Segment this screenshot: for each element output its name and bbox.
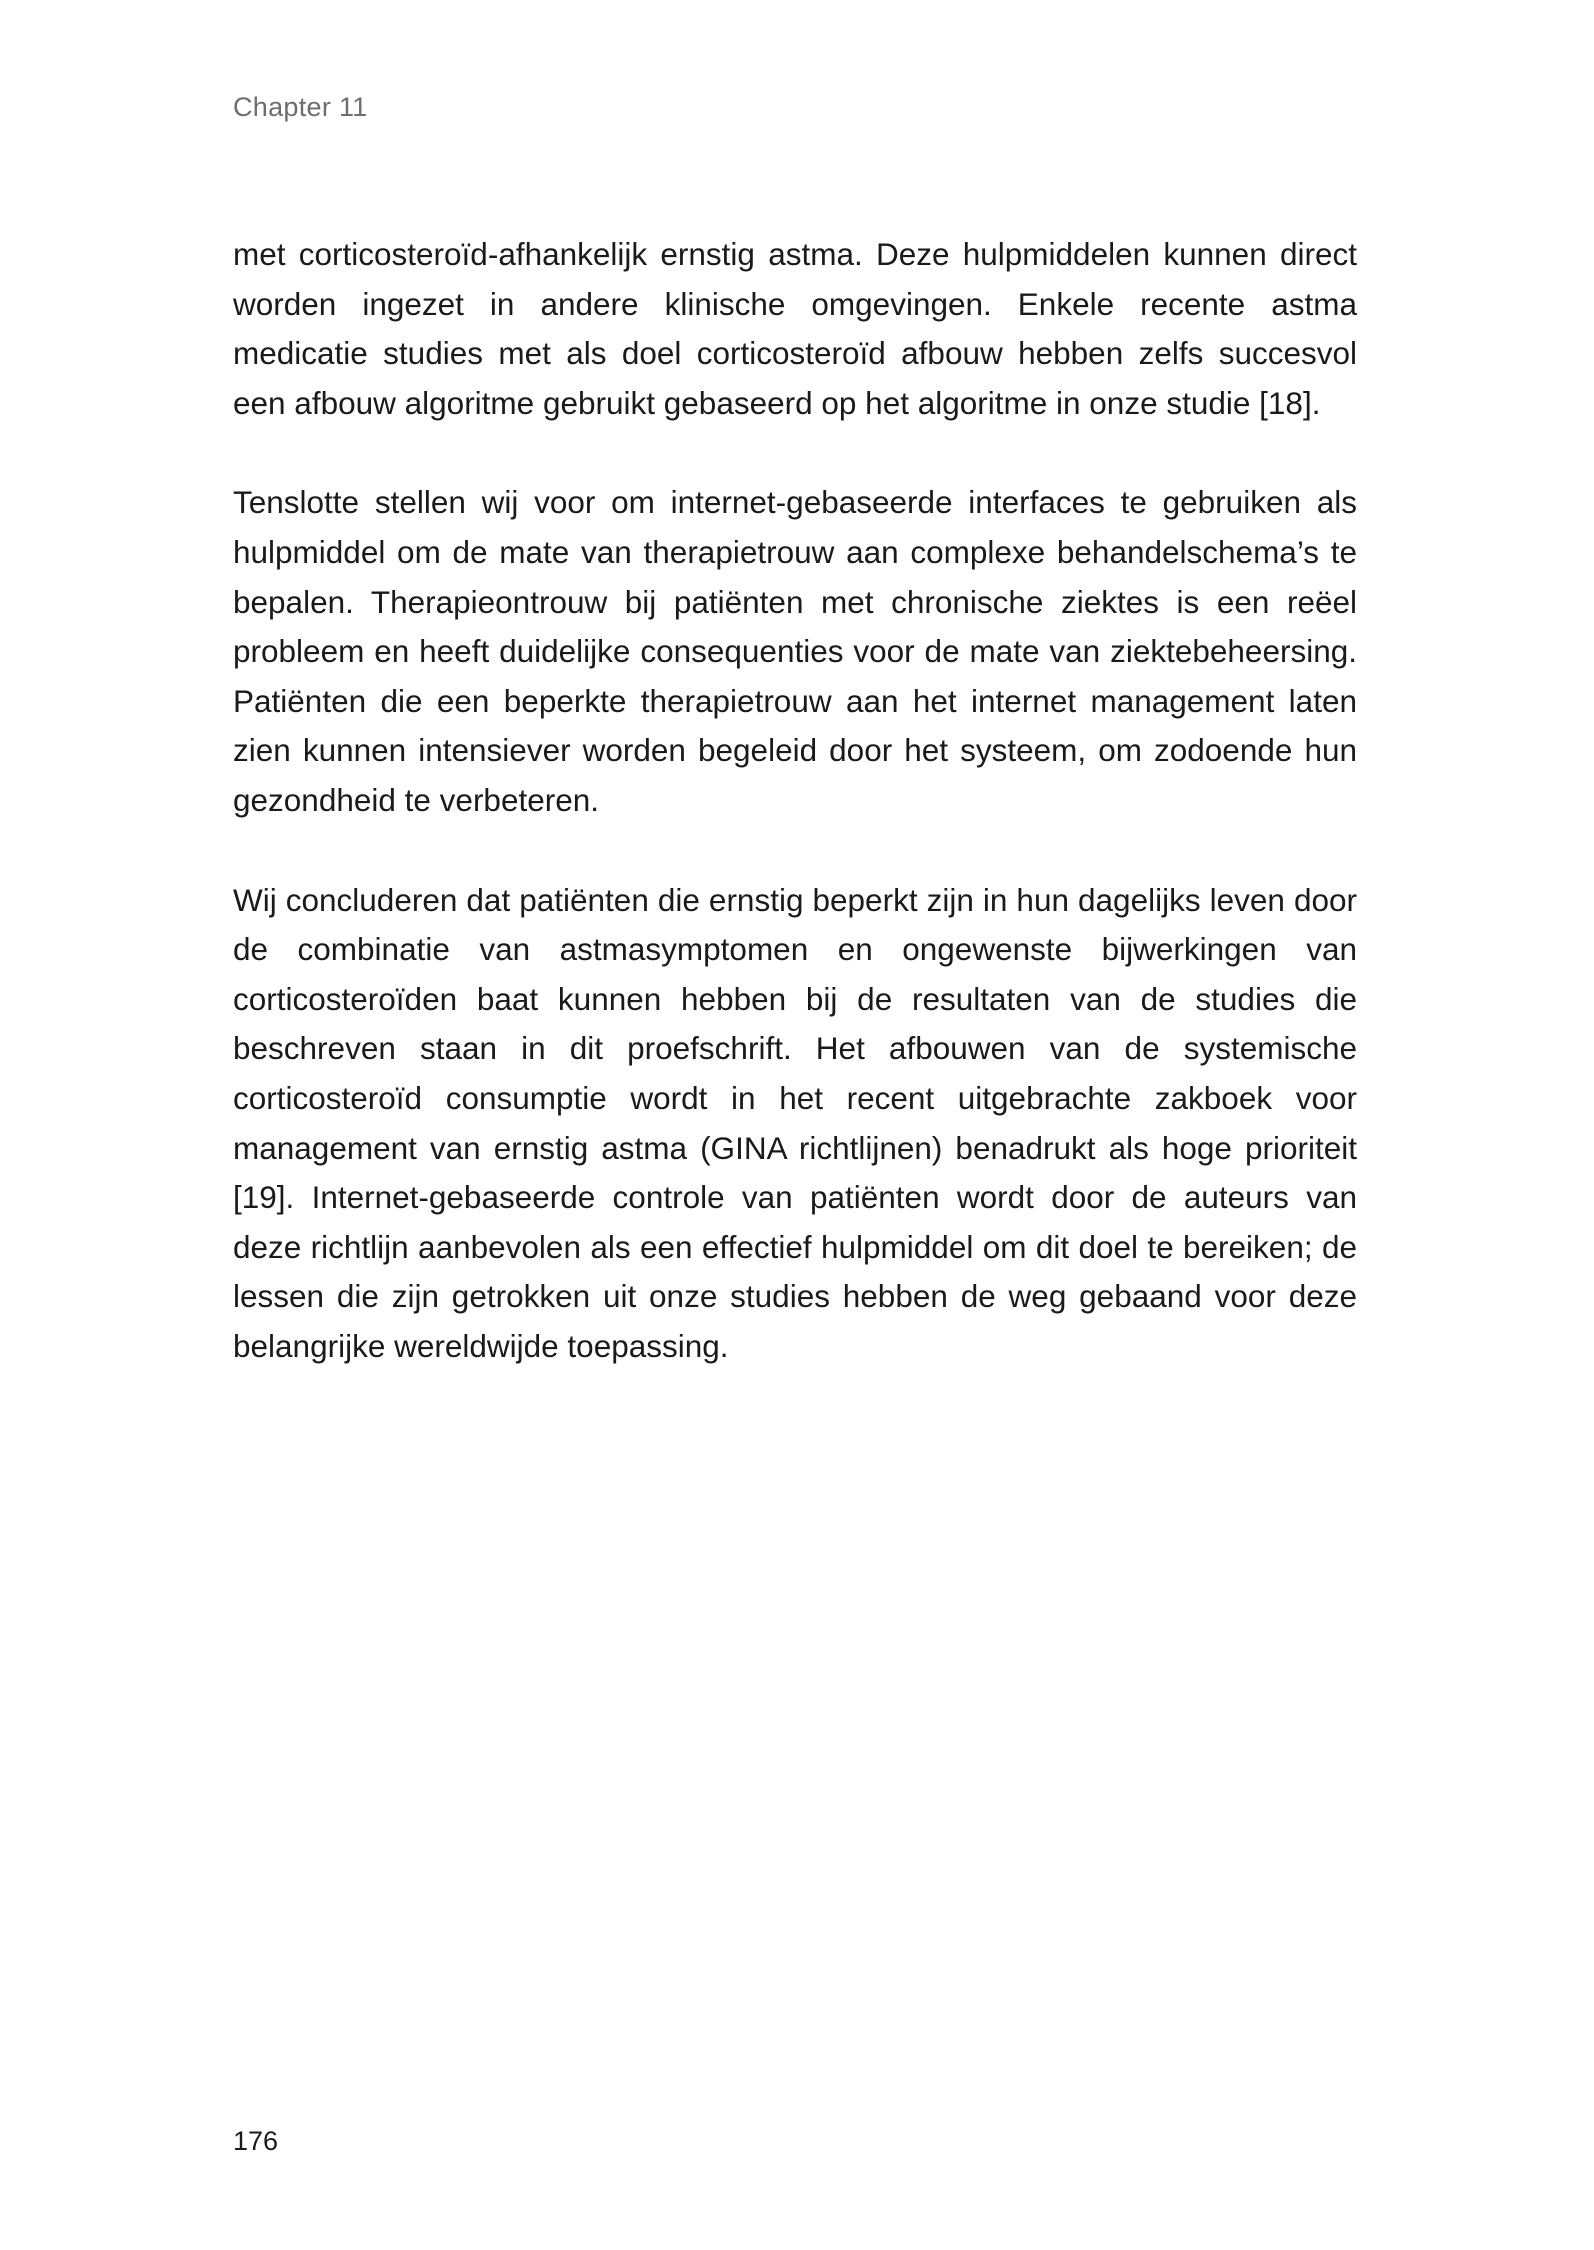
paragraph: met corticosteroïd-afhankelijk ernstig astma. Deze hulpmiddelen kunnen direct worden ingezet in andere klinische omgevingen. Enkele recente astma medicatie studies met als doel corticosteroïd afbouw hebben zelfs succesvol een afbouw algoritme gebruikt gebaseerd op het algoritme in onze studie [18]. [233, 236, 1357, 421]
body-text [233, 230, 1357, 1421]
paragraph: Tenslotte stellen wij voor om internet-gebaseerde interfaces te gebruiken als hulpmiddel om de mate van therapietrouw aan complexe behandelschema’s te bepalen. Therapieontrouw bij patiënten met chronische ziektes is een reëel probleem en heeft duidelijke consequenties voor de mate van ziektebeheersing. Patiënten die een beperkte therapietrouw aan het internet management laten zien kunnen intensiever worden begeleid door het systeem, om zodoende hun gezondheid te verbeteren. [233, 484, 1357, 818]
paragraph: Wij concluderen dat patiënten die ernstig beperkt zijn in hun dagelijks leven door de combinatie van astmasymptomen en ongewenste bijwerkingen van corticosteroïden baat kunnen hebben bij de resultaten van de studies die beschreven staan in dit proefschrift. Het afbouwen van de systemische corticosteroïd consumptie wordt in het recent uitgebrachte zakboek voor management van ernstig astma (GINA richtlijnen) benadrukt als hoge prioriteit [19]. Internet-gebaseerde controle van patiënten wordt door de auteurs van deze richtlijn aanbevolen als een effectief hulpmiddel om dit doel te bereiken; de lessen die zijn getrokken uit onze studies hebben de weg gebaand voor deze belangrijke wereldwijde toepassing. [233, 881, 1357, 1364]
running-header: Chapter 11 [233, 92, 368, 122]
page-number: 176 [233, 2126, 279, 2156]
